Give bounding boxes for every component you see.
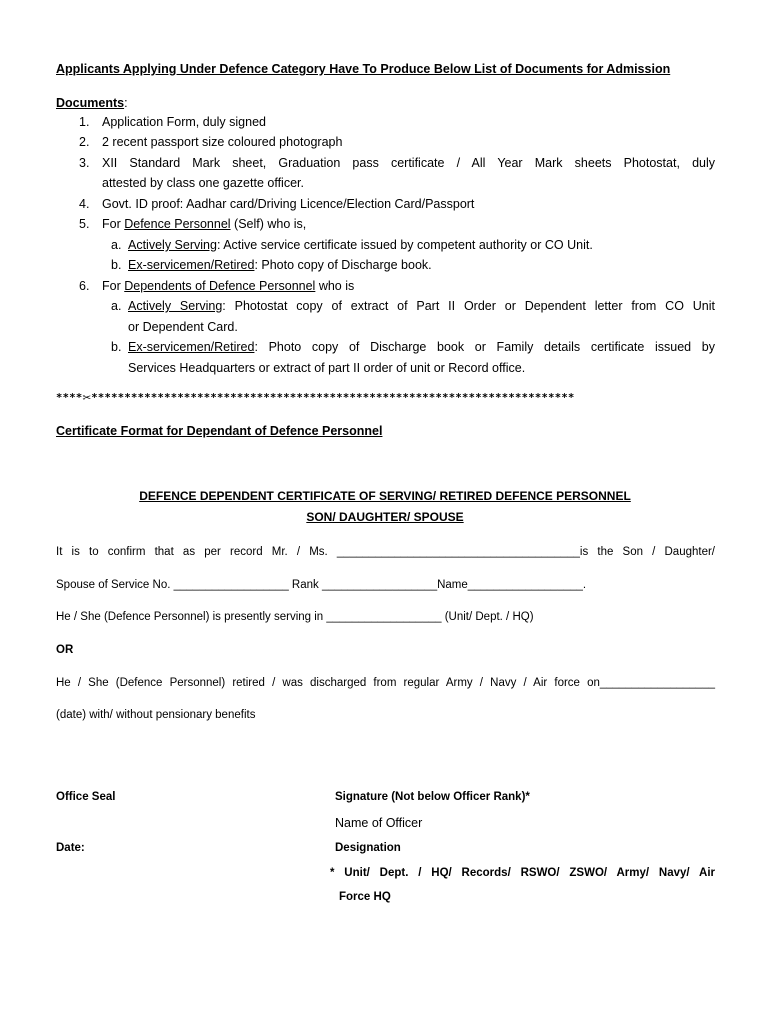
list-item-5 bbox=[102, 217, 306, 231]
footnote-line-2: Force HQ bbox=[339, 891, 391, 903]
sub-item-6b-text: : Photo copy of Discharge book or Family details certificate issued by bbox=[254, 340, 715, 354]
list-item-5-suffix: (Self) who is, bbox=[230, 217, 307, 231]
list-number-3: 3. bbox=[79, 156, 90, 170]
list-item-6-underlined: Dependents of Defence Personnel bbox=[124, 279, 316, 293]
sub-item-6a-line-2: or Dependent Card. bbox=[128, 320, 238, 334]
signature-label: Signature (Not below Officer Rank)* bbox=[335, 791, 530, 803]
list-number-5: 5. bbox=[79, 217, 90, 231]
separator-stars-left: **** bbox=[56, 392, 83, 404]
documents-heading bbox=[56, 96, 128, 110]
documents-colon: : bbox=[124, 96, 128, 110]
sub-item-5a bbox=[128, 238, 593, 252]
separator-stars-right: ************************************************************************* bbox=[91, 392, 575, 404]
certificate-line-5: (date) with/ without pensionary benefits bbox=[56, 709, 256, 721]
list-number-6: 6. bbox=[79, 279, 90, 293]
date-label: Date: bbox=[56, 842, 85, 854]
documents-label: Documents bbox=[56, 96, 125, 110]
list-number-4: 4. bbox=[79, 197, 90, 211]
sub-item-5b-text: : Photo copy of Discharge book. bbox=[254, 258, 432, 272]
certificate-title-line-1: DEFENCE DEPENDENT CERTIFICATE OF SERVING/ RETIRED DEFENCE PERSONNEL bbox=[139, 489, 631, 503]
sub-item-6b-letter: b. bbox=[111, 340, 122, 354]
sub-item-5a-letter: a. bbox=[111, 238, 122, 252]
list-item-6 bbox=[102, 279, 354, 293]
footnote-line-1: * Unit/ Dept. / HQ/ Records/ RSWO/ ZSWO/ Army/ Navy/ Air bbox=[330, 867, 715, 879]
list-item-1: Application Form, duly signed bbox=[102, 115, 266, 129]
list-item-5-underlined: Defence Personnel bbox=[124, 217, 231, 231]
list-item-5-prefix: For bbox=[102, 217, 125, 231]
office-seal-label: Office Seal bbox=[56, 791, 116, 803]
officer-name-label: Name of Officer bbox=[335, 816, 423, 830]
sub-item-5a-text: : Active service certificate issued by competent authority or CO Unit. bbox=[216, 238, 593, 252]
sub-item-5b bbox=[128, 258, 432, 272]
certificate-line-2: Spouse of Service No. __________________ Rank __________________Name__________________. bbox=[56, 579, 587, 591]
certificate-line-3: He / She (Defence Personnel) is presently serving in __________________ (Unit/ Dept. / HQ) bbox=[56, 611, 534, 623]
list-number-1: 1. bbox=[79, 115, 90, 129]
sub-item-5b-letter: b. bbox=[111, 258, 122, 272]
sub-item-6b-line-2: Services Headquarters or extract of part II order of unit or Record office. bbox=[128, 361, 526, 375]
sub-item-5a-underlined: Actively Serving bbox=[128, 238, 217, 252]
scissors-icon: ✂ bbox=[82, 390, 92, 406]
certificate-line-1: It is to confirm that as per record Mr. / Ms. ______________________________________is the Son / Daughter/ bbox=[56, 546, 715, 558]
list-item-2: 2 recent passport size coloured photograph bbox=[102, 135, 343, 149]
certificate-line-4: He / She (Defence Personnel) retired / was discharged from regular Army / Navy / Air force on__________________ bbox=[56, 677, 715, 689]
list-item-3-line-1: XII Standard Mark sheet, Graduation pass certificate / All Year Mark sheets Photostat, duly bbox=[102, 156, 715, 170]
sub-item-6a-underlined: Actively Serving bbox=[128, 299, 223, 313]
list-number-2: 2. bbox=[79, 135, 90, 149]
sub-item-6a-line-1 bbox=[128, 299, 715, 313]
sub-item-6a-text: : Photostat copy of extract of Part II Order or Dependent letter from CO Unit bbox=[222, 299, 715, 313]
cut-here-separator bbox=[56, 390, 575, 406]
designation-label: Designation bbox=[335, 842, 401, 854]
sub-item-6b-line-1 bbox=[128, 340, 715, 354]
sub-item-6b-underlined: Ex-servicemen/Retired bbox=[128, 340, 255, 354]
sub-item-6a-letter: a. bbox=[111, 299, 122, 313]
certificate-title-line-2: SON/ DAUGHTER/ SPOUSE bbox=[306, 510, 464, 524]
certificate-or: OR bbox=[56, 644, 74, 656]
list-item-3-line-2: attested by class one gazette officer. bbox=[102, 176, 304, 190]
sub-item-5b-underlined: Ex-servicemen/Retired bbox=[128, 258, 255, 272]
page-title: Applicants Applying Under Defence Category Have To Produce Below List of Documents for Admission bbox=[56, 62, 671, 76]
list-item-6-prefix: For bbox=[102, 279, 125, 293]
list-item-4: Govt. ID proof: Aadhar card/Driving Licence/Election Card/Passport bbox=[102, 197, 475, 211]
list-item-6-suffix: who is bbox=[315, 279, 355, 293]
format-heading: Certificate Format for Dependant of Defence Personnel bbox=[56, 424, 383, 438]
